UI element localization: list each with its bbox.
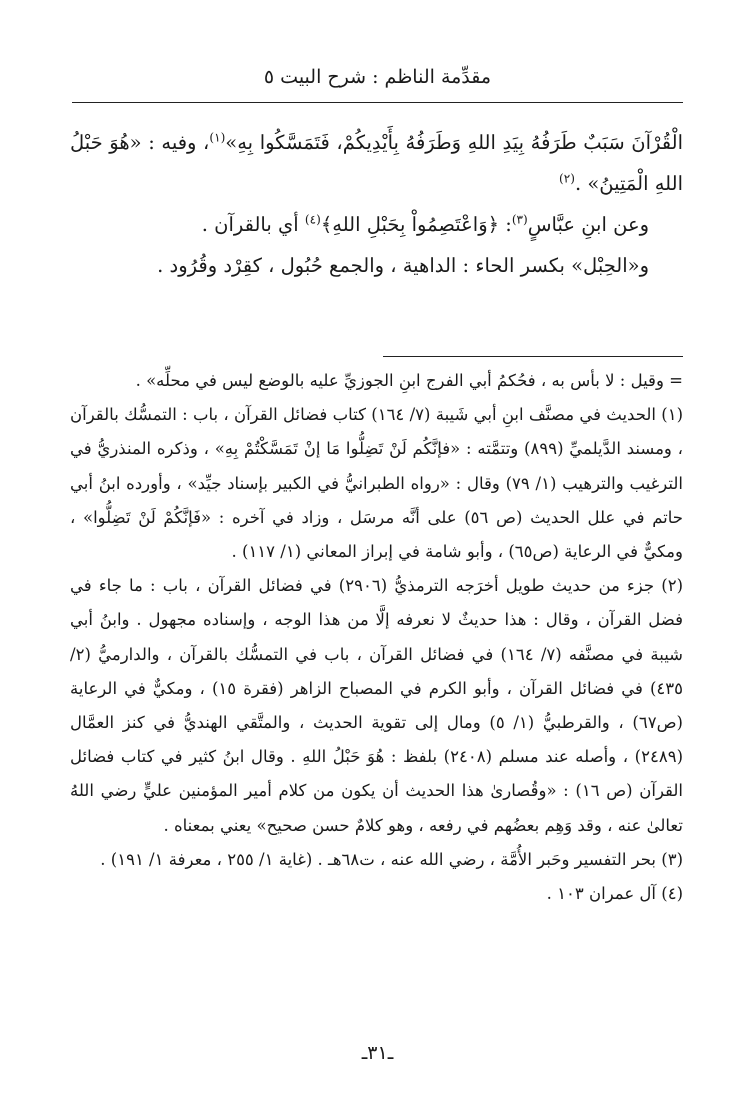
paragraph-ibn-abbas [70, 204, 683, 245]
footnotes [70, 364, 683, 911]
page-number: ـ٣١ـ [361, 1042, 394, 1064]
footnote-continuation: = وقيل : لا بأس به ، فحُكمُ أبي الفرج ابنِ الجوزيِّ عليه بالوضع ليس في محلِّه» . [135, 371, 683, 390]
footnote-ref-4: (٤) [304, 212, 321, 227]
header-divider [72, 102, 683, 103]
footnote-ref-1: (١) [209, 130, 226, 145]
hadith-text: الْقُرْآنَ سَبَبٌ طَرَفُهُ بِيَدِ اللهِ وَطَرَفُهُ بِأَيْدِيكُمْ، فَتَمَسَّكُوا بِهِ» [225, 131, 683, 154]
verse-explanation: أي بالقرآن . [201, 213, 305, 236]
page-header: مقدِّمة الناظم : شرح البيت ٥ [263, 66, 492, 88]
footnote-divider [383, 356, 683, 357]
main-text [70, 122, 683, 286]
footnote-3: (٣) بحر التفسير وحَبر الأُمَّة ، رضي الله عنه ، ت٦٨هـ . (غاية ١/ ٢٥٥ ، معرفة ١/ ١٩١) . [100, 849, 683, 869]
ibn-abbas-text: وعن ابنِ عبَّاسٍ [527, 213, 649, 236]
footnote-2: (٢) جزء من حديث طويل أخرَجه الترمذيُّ (٢٩٠٦) في فضائل القرآن ، باب : ما جاء في فضل القرآن ، وقال : هذا حديثٌ لا نعرفه إلَّا من هذا الوجه ، وإسناده مجهول . وابنُ أبي شيبة في مصنَّفه (٧/ ١٦٤) في فضائل القرآن ، باب في التمسُّك بالقرآن ، والدارميُّ (٢/ ٤٣٥) في فضائل القرآن ، وأبو الكرم في المصباح الزاهر (فقرة ١٥) ، ومكيٌّ في الرعاية (ص٦٧) ، والقرطبيُّ (١/ ٥) ومال إلى تقوية الحديث ، والمتَّقي الهنديُّ في كنز العمَّال (٢٤٨٩) ، وأصله عند مسلم (٢٤٠٨) بلفظ : هُوَ حَبْلُ اللهِ . وقال ابنُ كثير في كتاب فضائل القرآن (ص ١٦) : «وقُصارىٰ هذا الحديث أن يكون من كلام أمير المؤمنين عليٍّ رضي اللهُ تعالىٰ عنه ، وقد وَهِم بعضُهم في رفعه ، وهو كلامٌ حسن صحيح» يعني بمعناه . [70, 576, 684, 835]
footnote-ref-2: (٢) [559, 171, 575, 186]
footnote-1: (١) الحديث في مصنَّف ابنِ أبي شَيبة (٧/ ١٦٤) كتاب فضائل القرآن ، باب : التمسُّك بالقرآن ، ومسند الدَّيلميِّ (٨٩٩) وتتمَّته : «فإنَّكُم لَنْ تَضِلُّوا مَا إنْ تَمَسَّكْتُمْ بِهِ» ، وذكره المنذريُّ في الترغيب والترهيب (١/ ٧٩) وقال : «رواه الطبرانيُّ في الكبير بإسناد جيِّد» ، وأورده ابنُ أبي حاتم في علل الحديث (ص ٥٦) على أنَّه مرسَل ، وزاد في آخره : «فَإنَّكُمْ لَنْ تَضِلُّوا» ، ومكيٌّ في الرعاية (ص٦٥) ، وأبو شامة في إبراز المعاني (١/ ١١٧) . [70, 405, 683, 562]
quran-verse: : ﴿وَاعْتَصِمُواْ بِحَبْلِ اللهِ﴾ [320, 213, 512, 236]
hadith-text-cont: ، وفيه : «هُوَ حَبْلُ اللهِ الْمَتِينُ» . [70, 131, 683, 195]
footnote-4: (٤) آل عمران ١٠٣ . [546, 884, 683, 904]
paragraph-hadith [70, 122, 683, 204]
footnote-ref-3: (٣) [511, 212, 528, 227]
paragraph-definition: و«الحِبْل» بكسر الحاء : الداهية ، والجمع حُبُول ، كقِرْد وقُرُود . [157, 254, 649, 277]
